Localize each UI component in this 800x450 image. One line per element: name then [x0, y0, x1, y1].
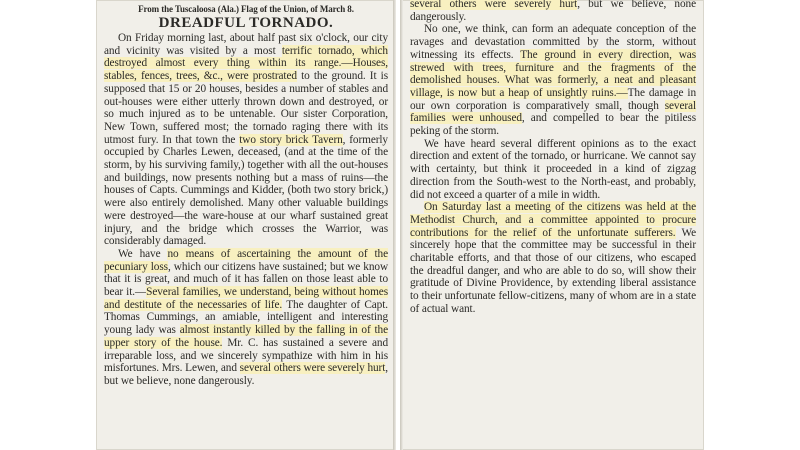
highlighted-passage: terrific tornado, which destroyed almost every thing within its range.—Houses, stables, fences, trees, &c., were prostrated — [104, 44, 388, 83]
highlighted-passage: The ground in every direction, was strewed with trees, furniture and the fragments of the demolished houses. What was formerly, a neat and pleasant village, is now but a heap of unsightly ruins.— — [410, 48, 696, 99]
highlighted-passage: On Saturday last a meeting of the citizens was held at the Methodist Church, and a committee appointed to procure contributions for the relief of the unfortunate sufferers. — [410, 201, 696, 239]
text-run: The daughter of Capt. Thomas Cummings, an amiable, intelligent and interesting young lady was — [104, 298, 388, 337]
article-paragraph — [410, 0, 696, 23]
text-run: The damage in our own corporation is comparatively small, though — [410, 86, 697, 112]
text-run: We sincerely hope that the committee may be successful in their charitable efforts, and that those of our citizens, who escaped the dreadful danger, and who are able to do so, will show their gratitude of Divine Providence, by extending liberal assistance to their unfortunate fellow-citizens, many of whom are in a state of actual want. — [410, 226, 697, 315]
text-run: We have — [118, 247, 168, 260]
article-paragraph — [410, 23, 696, 137]
text-run: , formerly occupied by Charles Lewen, deceased, (and at the time of the storm, by his surviving family,) together with all the out-houses and buildings, now presents nothing but a mass of ruins—the houses of Capts. Cummings and Kidder, (both two story brick,) were also entirely demolished. Many other valuable buildings were destroyed—the ware-house at our wharf sustained great injury, and the bridge which crosses the Warrior, was considerably damaged. — [104, 133, 388, 248]
left-paragraphs — [104, 32, 388, 388]
text-run: On Friday morning last, about half past six o'clock, our city and vicinity was visited by a most — [104, 32, 388, 57]
article-paragraph — [410, 138, 696, 202]
right-column-text — [410, 0, 696, 316]
highlighted-passage: no means of ascertaining the amount of the pecuniary loss — [104, 247, 388, 273]
text-run: , but we believe, none dangerously. — [104, 362, 388, 387]
highlighted-passage: several others were severely hurt — [239, 362, 386, 375]
highlighted-passage: several families were unhoused — [410, 99, 696, 125]
highlighted-passage: several others were severely hurt — [410, 0, 578, 10]
source-line: From the Tuscaloosa (Ala.) Flag of the Union, of March 8. — [138, 4, 354, 14]
column-fold-shadow — [393, 0, 396, 450]
highlighted-passage: Several families, we understand, being without homes and destitute of the necessaries of life. — [104, 286, 388, 311]
text-run: , which our citizens have sustained; but we know that it is great, and much of it has fallen on those least able to bear it.— — [104, 260, 388, 299]
text-run: , but we believe, none dangerously. — [410, 0, 696, 23]
headline: DREADFUL TORNADO. — [158, 15, 334, 31]
clipping-right-column — [400, 0, 704, 450]
article-paragraph — [104, 32, 388, 248]
article-paragraph — [410, 201, 696, 315]
left-column-text — [104, 4, 388, 388]
article-paragraph — [104, 248, 388, 388]
text-run: We have heard several different opinions as to the exact direction and extent of the tornado, or hurricane. We cannot say with certainty, but think it proceeded in a kind of zigzag direction from the South-west to the North-east, and probably, did not exceed a quarter of a mile in width. — [410, 137, 696, 201]
clipping-left-column — [96, 0, 396, 450]
right-paragraphs — [410, 0, 696, 316]
highlighted-passage: almost instantly killed by the falling in of the upper story of the house. — [104, 324, 389, 349]
highlighted-passage: two story brick Tavern — [239, 133, 343, 146]
text-run: No one, we think, can form an adequate conception of the ravages and devastation committed by the storm, without witnessing its effects. — [410, 23, 696, 61]
text-run: , and compelled to bear the pitiless peking of the storm. — [410, 112, 696, 138]
column-fold-shadow — [400, 0, 403, 450]
text-run: Mr. C. has sustained a severe and irreparable loss, and we sincerely sympathize with him in his misfortunes. Mrs. Lewen, and — [104, 336, 388, 375]
text-run: to the ground. It is supposed that 15 or 20 houses, besides a number of stables and out-houses were either utterly thrown down and destroyed, or so much injured as to be untenable. Our sister Corporation, New Town, suffered most; the tornado raging there with its utmost fury. In that town the — [104, 70, 388, 146]
